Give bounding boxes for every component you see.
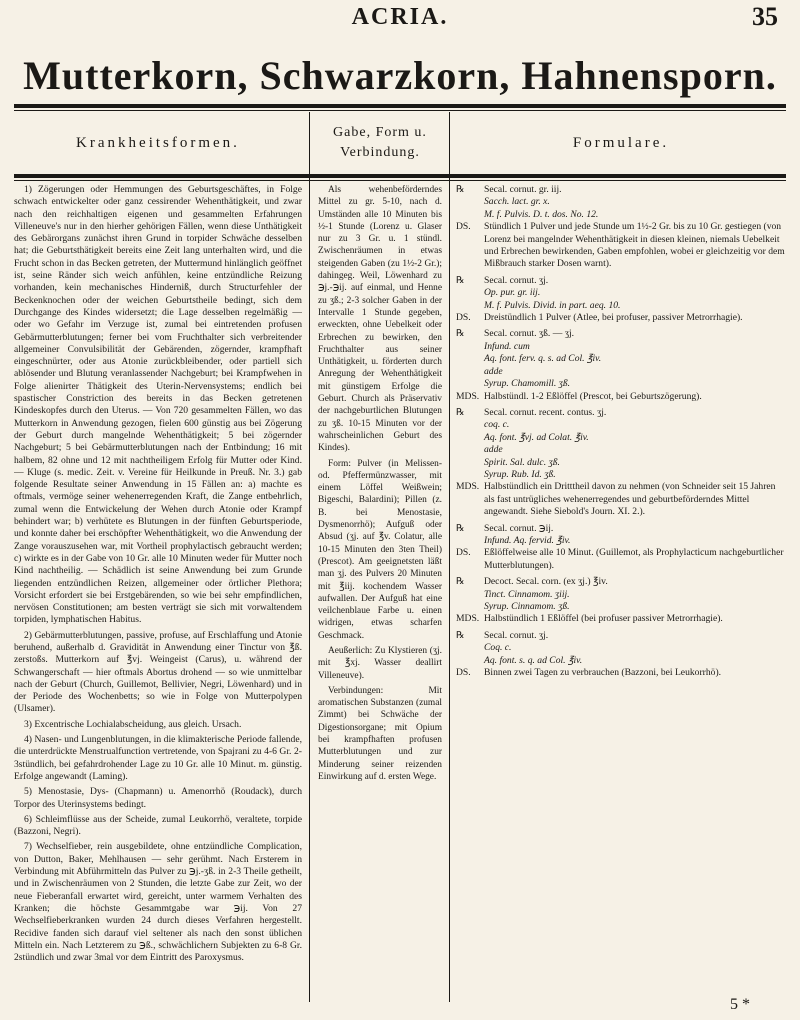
formula-label: ℞ xyxy=(456,406,465,418)
formula-label: MDS. xyxy=(456,613,480,625)
formula-line xyxy=(456,312,786,324)
formula-label: DS. xyxy=(456,667,471,679)
formula-recipe xyxy=(456,576,786,626)
formula-line xyxy=(456,667,786,679)
formula-recipe xyxy=(456,184,786,271)
column-header-left: Krankheitsformen. xyxy=(76,135,240,151)
formula-text: Halbstündlich 1 Eßlöffel (bei profuser passiver Metrorrhagie). xyxy=(484,613,723,625)
formula-line xyxy=(456,457,786,469)
column-header-right: Formulare. xyxy=(572,135,670,151)
indication-paragraph: 2) Gebärmutterblutungen, passive, profuse, auf Erschlaffung und Atonie beruhend, außerhalb d. Gravidität in Anwendung einer Tinctur von ℥ß. zerstoßs. Mutterkorn auf ℥vj. Weingeist (Carus), u. während der Schwangerschaft — hier oftmals Abortus drohend — so wie unmittelbar nach der Geburt (Church, Guillemot, Bellivier, Negri, Löwenhard) und in der Periode des Wochenbetts; so wie in Folge von Mutterpolypen (Ulsamer). xyxy=(14,629,302,715)
formula-line xyxy=(456,444,786,456)
formula-recipe xyxy=(456,407,786,519)
formula-text: Coq. c. xyxy=(484,642,512,654)
indication-paragraph: 7) Wechselfieber, rein ausgebildete, ohne entzündliche Complication, von Dutton, Baker, Mehlhausen — sehr gerühmt. Nach Ersterem in Verbindung mit Abführmitteln das Pulver zu ℈j.-ʒß. in 2-3 Theile getheilt, und in Zwischenräumen von 2 Stunden, die letzte Gabe zur Zeit, wo der neue Fieberanfall erwartet wird, gereicht, unter warmem Verhalten des Kranken; die höchste Gesammtgabe war ℈ij. Von 27 Wechselfieberkranken wurden 24 durch dieses Verfahren hergestellt. Recidive fanden sich darauf viel seltener als nach den sonst üblichen Mitteln ein. Nach Letzterem zu ℈ß., schwächlichern Subjekten zu 6-8 Gr. 2stündlich und zwar 3mal vor dem Eintritt des Paroxysmus. xyxy=(14,841,302,964)
formula-line xyxy=(456,481,786,518)
formula-text: adde xyxy=(484,444,503,456)
formula-label: ℞ xyxy=(456,629,465,641)
formula-line xyxy=(456,419,786,431)
formula-line xyxy=(456,287,786,299)
formula-text: M. f. Pulvis. D. t. dos. No. 12. xyxy=(484,208,599,220)
dosage-paragraph: Verbindungen: Mit aromatischen Substanzen (zumal Zimmt) bei Schwäche der Digestionsorgane; mit Opium bei krampfhaften profusen Mutterblutungen und zur Minderung seiner reizenden Einwirkung auf d. ersten Wege. xyxy=(318,685,442,782)
indication-paragraph: 4) Nasen- und Lungenblutungen, in die klimakterische Periode fallende, die unterdrückte Menstrualfunction vertretende, von Spajrani zu 4-6 Gr. 2-3stündlich, bei gefahrdrohender Lage zu 10 Gr. alle 10 Minut. m. günstig. Erfolge angewandt (Laming). xyxy=(14,734,302,782)
formula-text: Sacch. lact. gr. x. xyxy=(484,196,550,208)
formula-text: Decoct. Secal. corn. (ex ʒj.) ℥iv. xyxy=(484,576,608,588)
formula-line xyxy=(456,328,786,340)
formula-text: Secal. cornut. ʒß. — ʒj. xyxy=(484,328,575,340)
right-column-formulas xyxy=(456,184,786,1002)
formula-line xyxy=(456,196,786,208)
column-divider-2 xyxy=(449,112,450,1002)
formula-text: Tinct. Cinnamom. ʒiij. xyxy=(484,588,570,600)
formula-text: Eßlöffelweise alle 10 Minut. (Guillemot, als Prophylacticum nachgeburtlicher Mutterblutungen). xyxy=(484,547,784,571)
formula-line xyxy=(456,209,786,221)
formula-text: Secal. cornut. gr. iij. xyxy=(484,184,562,195)
indication-paragraph: 3) Excentrische Lochialabscheidung, aus gleich. Ursach. xyxy=(24,718,242,730)
formula-text: Syrup. Cinnamom. ʒß. xyxy=(484,601,570,612)
formula-line xyxy=(456,221,786,271)
formula-label: MDS. xyxy=(456,390,480,402)
formula-recipe xyxy=(456,630,786,680)
left-column-indications xyxy=(14,184,302,1002)
header-rule-bottom xyxy=(14,174,786,178)
running-title: ACRIA. xyxy=(351,4,449,30)
formula-line xyxy=(456,432,786,444)
formula-text: coq. c. xyxy=(484,419,510,431)
indication-paragraph: 1) Zögerungen oder Hemmungen des Geburtsgeschäftes, in Folge schwach entwickelter oder ganz cessirender Wehenthätigkeit, und zwar nach den reichhaltigen eigenen und gesammelten Erfahrungen Villeneuve's nur in den hierher gehörigen Fällen, wenn diese Unthätigkeit des Gebärorgans zunächst ihren Grund in torpider Schwäche desselben hat; die Geburtsthätigkeit bereits eine Zeit lang unterhalten wird, und die Frucht schon in das Becken getreten, der Muttermund hinlänglich geöffnet ist, seine Ränder sich weich anfühlen, keine entzündliche Reizung vorhanden, kein mechanisches Hinderniß, durch Structurfehler der Beckenknochen oder der weichen Geburtstheile bedingt, sich dem Durchgange des Kindes widersetzt; die Lage desselben regelmäßig — oder wo Gefahr im Verzuge ist, zumal bei eintretenden profusen Gebärmutterblutungen; ferner bei vom Fruchthalter sich verbreitender allgemeiner Convulsibilität der Gebärenden, zögernder, krampfhaft eingeschnürter, oder aus Atonie zurückbleibender, oder partiell sich ablösender und Blutung veranlassender Nachgeburt; bei Krampfwehen in Folge alienirter Thätigkeit des Uterin-Nervensystems; endlich bei spastischer Constriction des bereits in das Becken getretenen Kindeskopfes durch den Uterus. — Von 720 gesammelten Fällen, wo das Mutterkorn in Anwendung gezogen, fielen 600 günstig aus bei Zögerung der Geburt durch mangelnde Wehenthätigkeit; 5 bei zögernder Nachgeburt; 5 bei Gebärmutterblutungen nach der Entbindung; 16 mit halbem, 82 ohne und 12 mit nachtheiligem Erfolg für Mutter oder Kind. — Kluge (s. medic. Zeit. v. Vereine für Heilkunde in Preuß. Nr. 3.) gab folgende Resultate seiner Anwendung in 15 Fällen an: a) machte es oftmals, vermöge seiner wehenerregenden Kraft, die Zange entbehrlich, zumal wenn die Entwickelung der Wehen durch Atonie oder Krampf behindert war; b) verhütete es Blutungen in der fünften Geburtsperiode, und konnte daher bei erschöpfter Wehenthätigkeit, wo die Anwendung der Zange vorauszusehen war, mit Vortheil prophylactisch gebraucht werden; c) wirkte es in der Gabe von 10 Gr. alle 10 Minuten weder für Mutter noch Kind nachtheilig. — Schädlich ist seine Anwendung bei zum Grunde liegenden entzündlichen Reizen, allgemeiner oder örtlicher Plethora; Vorsicht erfordert sie bei Erstgebärenden, so wie bei sehr empfindlichen, nervösen Constitutionen; am besten verträgt sie sich mit vorwaltendem torpiden, lymphatischen Habitus. xyxy=(14,184,302,626)
formula-line xyxy=(456,184,786,196)
formula-line xyxy=(456,523,786,535)
formula-line xyxy=(456,642,786,654)
formula-line xyxy=(456,630,786,642)
formula-line xyxy=(456,407,786,419)
formula-text: Secal. cornut. ʒj. xyxy=(484,274,549,286)
column-divider-1 xyxy=(309,112,310,1002)
formula-text: Infund. cum xyxy=(484,340,530,352)
formula-label: DS. xyxy=(456,221,471,233)
formula-text: Secal. cornut. recent. contus. ʒj. xyxy=(484,406,607,418)
formula-line xyxy=(456,613,786,625)
formula-recipe xyxy=(456,275,786,325)
page-number: 35 xyxy=(752,2,778,31)
column-header-mid: Gabe, Form u. Verbindung. xyxy=(333,125,427,160)
dosage-paragraph: Form: Pulver (in Melissen- od. Pfeffermünzwasser, mit einem Löffel Weißwein; Bigeschi, Balardini); Pillen (z. B. bei Menostasie, Dysmenorrhö); Aufguß oder Absud (ʒj. auf ℥v. Colatur, alle 10-15 Minuten den 3ten Theil) (Prescot). Am geeignetsten läßt man ʒj. des Pulvers 20 Minuten mit ℥iij. kochendem Wasser aufwallen. Der Aufguß hat eine veilchenblaue Farbe u. einen widrigen, etwas scharfen Geschmack. xyxy=(318,458,442,641)
formula-recipe xyxy=(456,523,786,573)
header-rule-top xyxy=(14,104,786,108)
formula-text: Secal. cornut. ℈ij. xyxy=(484,522,554,534)
formula-label: ℞ xyxy=(456,184,465,195)
formula-text: Spirit. Sal. dulc. ʒß. xyxy=(484,456,560,468)
formula-line xyxy=(456,341,786,353)
formula-line xyxy=(456,353,786,365)
formula-text: Aq. font. ferv. q. s. ad Col. ℥iv. xyxy=(484,353,602,365)
formula-line xyxy=(456,589,786,601)
formula-label: ℞ xyxy=(456,522,465,534)
formula-text: Halbstündl. 1-2 Eßlöffel (Prescot, bei Geburtszögerung). xyxy=(484,390,702,402)
dosage-paragraph: Als wehenbeförderndes Mittel zu gr. 5-10, nach d. Umständen alle 10 Minuten bis ½-1 Stunde (Lorenz u. Glaser nur zu 3 Gr. u. 1 stündl. Zwischenräumen in etwas steigenden Gaben (zu 1½-2 Gr.); dahingeg. Weil, Löwenhard zu ℈j.-℈ij. auf einmal, und Henne zu ʒß.; 2-3 solcher Gaben in der Intervalle 1 Stunde gegeben, erweckten, ohne Uebelkeit oder Erbrechen zu bewirken, den Fruchthalter aus seiner Unthätigkeit, u. förderten durch Anregung der Wehenthätigkeit mit günstigem Erfolge die Geburt. Church als Präservativ der nachgeburtlichen Blutungen zu ʒß. 10-15 Minuten vor der wahrscheinlichen Geburt des Kindes). xyxy=(318,185,442,454)
formula-line xyxy=(456,391,786,403)
header-rule-top-thin xyxy=(14,110,786,111)
formula-label: ℞ xyxy=(456,274,465,286)
formula-label: ℞ xyxy=(456,328,465,340)
indication-paragraph: 5) Menostasie, Dys- (Chapmann) u. Amenorrhö (Roudack), durch Torpor des Uterinsystems bedingt. xyxy=(14,786,302,810)
formula-recipe xyxy=(456,328,786,402)
formula-label: DS. xyxy=(456,312,471,324)
formula-line xyxy=(456,275,786,287)
running-head xyxy=(0,2,800,36)
formula-line xyxy=(456,547,786,572)
formula-text: Dreistündlich 1 Pulver (Atlee, bei profuser, passiver Metrorrhagie). xyxy=(484,312,743,324)
formula-label: DS. xyxy=(456,547,471,559)
formula-text: Aq. font. ℥vj. ad Colat. ℥iv. xyxy=(484,431,589,443)
formula-line xyxy=(456,601,786,613)
dosage-paragraph: Aeußerlich: Zu Klystieren (ʒj. mit ℥xj. Wasser deallirt Villeneuve). xyxy=(318,645,442,681)
formula-text: Secal. cornut. ʒj. xyxy=(484,629,549,641)
formula-text: Aq. font. s. q. ad Col. ℥iv. xyxy=(484,654,583,666)
formula-label: MDS. xyxy=(456,481,480,493)
middle-column-dosage xyxy=(318,184,442,1002)
formula-text: Op. pur. gr. iij. xyxy=(484,287,541,299)
formula-text: M. f. Pulvis. Divid. in part. aeq. 10. xyxy=(484,299,621,311)
signature-mark: 5 * xyxy=(730,996,750,1013)
formula-text: Halbstündlich ein Dritttheil davon zu nehmen (von Schneider seit 15 Jahren als fast untrügliches wehenerregendes und geburtbeförderndes Mittel angewandt. Siehe Siebold's Journ. XI. 2.). xyxy=(484,481,776,518)
formula-line xyxy=(456,300,786,312)
formula-line xyxy=(456,469,786,481)
formula-text: Syrup. Rub. Id. ʒß. xyxy=(484,468,556,480)
formula-text: Binnen zwei Tagen zu verbrauchen (Bazzoni, bei Leukorrhö). xyxy=(484,667,722,679)
formula-label: ℞ xyxy=(456,576,465,588)
page-title: Mutterkorn, Schwarzkorn, Hahnensporn. xyxy=(23,53,777,98)
formula-text: Stündlich 1 Pulver und jede Stunde um 1½-2 Gr. bis zu 10 Gr. gestiegen (von Lorenz bei mangelnder Wehenthätigkeit in diesen kleinen, niemals Uebelkeit und Erbrechen bewirkenden, Gaben empfohlen, wobei er gleichzeitig vor dem Mißbrauch starker Dosen warnt). xyxy=(484,221,785,270)
indication-paragraph: 6) Schleimflüsse aus der Scheide, zumal Leukorrhö, veraltete, torpide (Bazzoni, Negri). xyxy=(14,813,302,838)
formula-text: Syrup. Chamomill. ʒß. xyxy=(484,378,571,390)
formula-line xyxy=(456,655,786,667)
formula-line xyxy=(456,576,786,588)
formula-text: adde xyxy=(484,365,503,377)
header-rule-bottom-thin xyxy=(14,180,786,181)
formula-line xyxy=(456,535,786,547)
formula-line xyxy=(456,366,786,378)
formula-line xyxy=(456,378,786,390)
formula-text: Infund. Aq. fervid. ℥iv. xyxy=(484,534,571,546)
